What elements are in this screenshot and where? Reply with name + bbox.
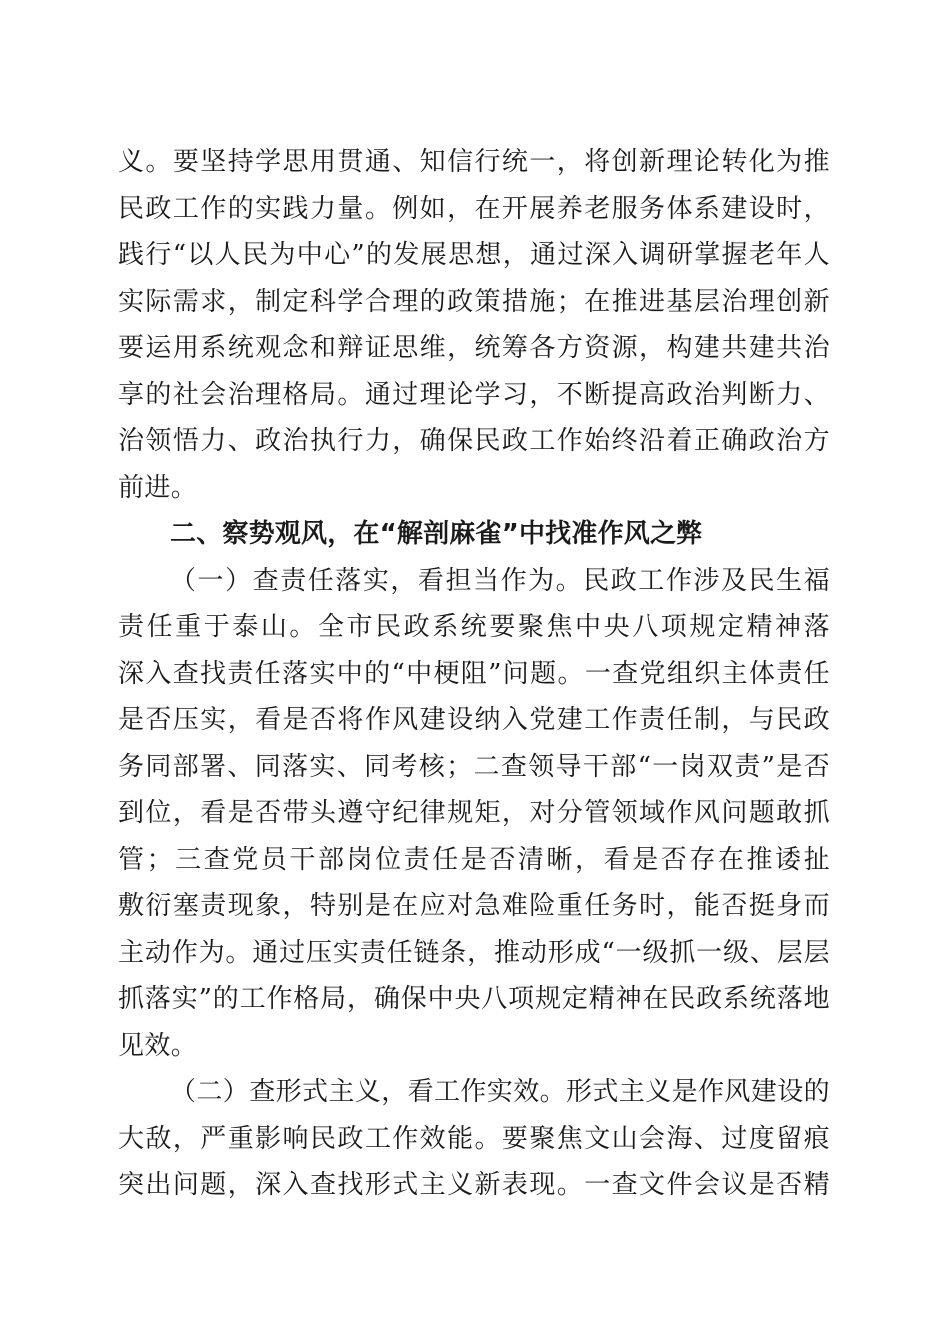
text-line: 突出问题，深入查找形式主义新表现。一查文件会议是否精	[118, 1170, 830, 1200]
text-line: 享的社会治理格局。通过理论学习，不断提高政治判断力、	[118, 379, 830, 410]
text-line: （一）查责任落实，看担当作为。民政工作涉及民生福	[170, 565, 830, 596]
paragraph-responsibility	[118, 558, 830, 1070]
document-body	[118, 139, 830, 1209]
text-line: 民政工作的实践力量。例如，在开展养老服务体系建设时，	[118, 193, 830, 224]
text-line: 义。要坚持学思用贯通、知信行统一，将创新理论转化为推	[118, 147, 830, 177]
paragraph-formalism	[118, 1069, 830, 1209]
text-line: 实际需求，制定科学合理的政策措施；在推进基层治理创新	[118, 286, 830, 317]
text-line: 管；三查党员干部岗位责任是否清晰，看是否存在推诿扯	[118, 844, 830, 875]
text-line: 抓落实”的工作格局，确保中央八项规定精神在民政系统落地	[118, 984, 830, 1014]
section-heading	[118, 511, 830, 558]
section-heading-text: 二、察势观风，在“解剖麻雀”中找准作风之弊	[170, 519, 703, 549]
text-line: 前进。	[118, 472, 198, 503]
text-line: 见效。	[118, 1030, 198, 1061]
text-line: 要运用系统观念和辩证思维，统筹各方资源，构建共建共治	[118, 333, 830, 363]
text-line: 深入查找责任落实中的“中梗阻”问题。一查党组织主体责任	[118, 658, 830, 689]
text-line: 到位，看是否带头遵守纪律规矩，对分管领域作风问题敢抓	[118, 798, 830, 828]
text-line: （二）查形式主义，看工作实效。形式主义是作风建设的	[170, 1077, 830, 1107]
text-line: 大敌，严重影响民政工作效能。要聚焦文山会海、过度留痕	[118, 1123, 830, 1154]
text-line: 务同部署、同落实、同考核；二查领导干部“一岗双责”是否	[118, 751, 830, 782]
text-line: 敷衍塞责现象，特别是在应对急难险重任务时，能否挺身而	[118, 891, 830, 921]
text-line: 是否压实，看是否将作风建设纳入党建工作责任制，与民政	[118, 705, 830, 735]
text-line: 主动作为。通过压实责任链条，推动形成“一级抓一级、层层	[118, 937, 830, 968]
text-line: 践行“以人民为中心”的发展思想，通过深入调研掌握老年人	[118, 240, 830, 270]
paragraph-continuation	[118, 139, 830, 511]
text-line: 责任重于泰山。全市民政系统要聚焦中央八项规定精神落	[118, 612, 830, 642]
text-line: 治领悟力、政治执行力，确保民政工作始终沿着正确政治方	[118, 426, 830, 456]
